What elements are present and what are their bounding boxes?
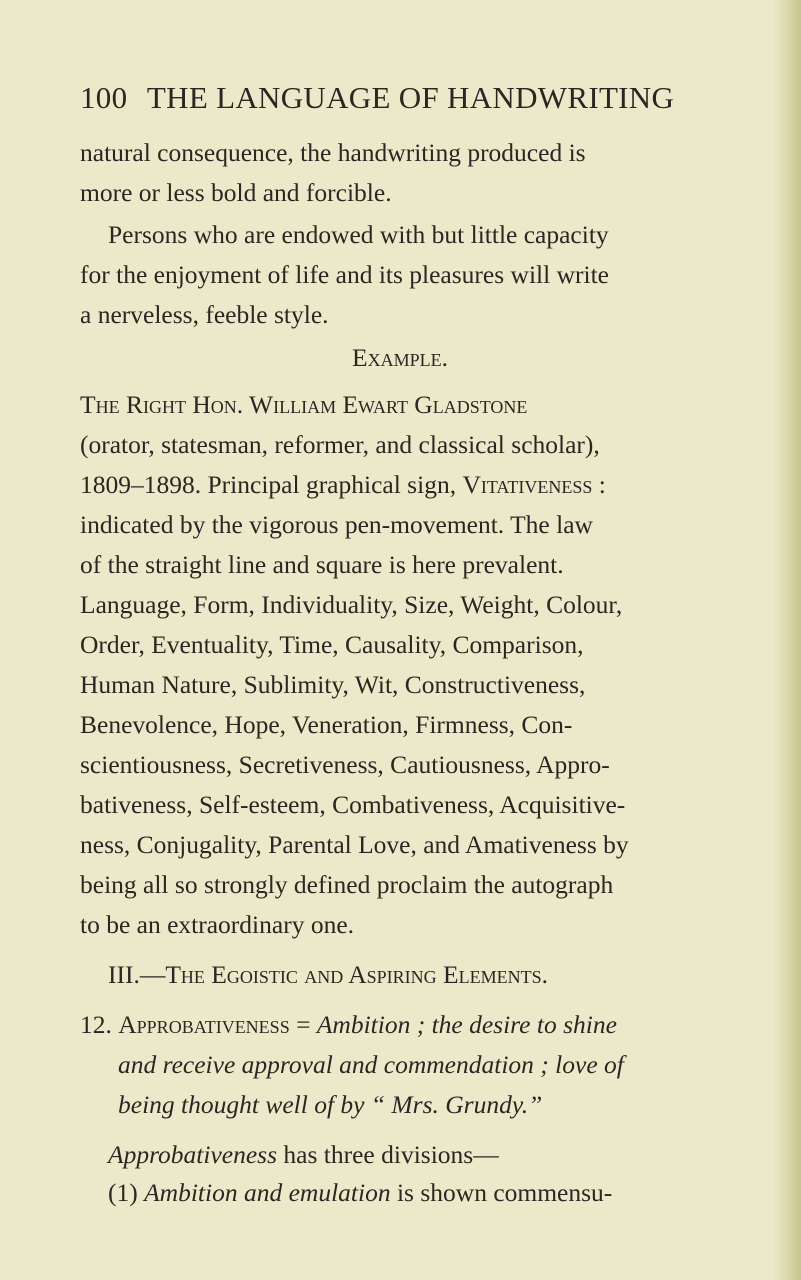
section-heading: III.—The Egoistic and Aspiring Elements. bbox=[108, 960, 548, 989]
text-line bbox=[108, 1180, 612, 1206]
text-line: Persons who are endowed with but little capacity bbox=[108, 220, 609, 249]
text-line: to be an extraordinary one. bbox=[80, 910, 355, 939]
text-line: indicated by the vigorous pen-movement. The law bbox=[80, 510, 593, 539]
item-definition-line: and receive approval and commendation ; love of bbox=[118, 1050, 624, 1079]
text-line: natural consequence, the handwriting produced is bbox=[80, 138, 586, 167]
example-subject-line: The Right Hon. William Ewart Gladstone bbox=[80, 390, 528, 419]
italic-term: Approbativeness bbox=[108, 1140, 278, 1169]
item-term: Approbativeness bbox=[118, 1010, 290, 1039]
item-definition-line: being thought well of by “ Mrs. Grundy.” bbox=[118, 1090, 543, 1119]
equals-sign: = bbox=[289, 1010, 317, 1039]
text-span: has three divisions— bbox=[277, 1140, 499, 1169]
text-line: more or less bold and forcible. bbox=[80, 178, 392, 207]
text-line: Human Nature, Sublimity, Wit, Constructiveness, bbox=[80, 670, 586, 699]
list-number: (1) bbox=[108, 1178, 145, 1207]
item-definition: Ambition ; the desire to shine bbox=[316, 1010, 617, 1039]
text-line: Benevolence, Hope, Veneration, Firmness, Con- bbox=[80, 710, 573, 739]
text-line: Language, Form, Individuality, Size, Weight, Colour, bbox=[80, 590, 623, 619]
item-12-line bbox=[80, 1012, 617, 1038]
running-title: THE LANGUAGE OF HANDWRITING bbox=[146, 80, 675, 115]
text-line: for the enjoyment of life and its pleasures will write bbox=[80, 260, 609, 289]
text-line: of the straight line and square is here prevalent. bbox=[80, 550, 564, 579]
item-number: 12. bbox=[80, 1010, 112, 1039]
text-span: 1809–1898. Principal graphical sign, bbox=[80, 470, 463, 499]
text-line: scientiousness, Secretiveness, Cautiousness, Appro- bbox=[80, 750, 610, 779]
text-line: being all so strongly defined proclaim the autograph bbox=[80, 870, 614, 899]
text-line bbox=[80, 472, 606, 498]
text-span: is shown commensu- bbox=[390, 1178, 613, 1207]
faculty-term: Vitativeness bbox=[462, 470, 593, 499]
italic-term: Ambition and emulation bbox=[144, 1178, 391, 1207]
running-header bbox=[80, 80, 720, 116]
text-line bbox=[108, 1142, 499, 1168]
text-line: Order, Eventuality, Time, Causality, Comparison, bbox=[80, 630, 584, 659]
text-line: (orator, statesman, reformer, and classical scholar), bbox=[80, 430, 600, 459]
text-line: a nerveless, feeble style. bbox=[80, 300, 329, 329]
text-line: bativeness, Self-esteem, Combativeness, Acquisitive- bbox=[80, 790, 626, 819]
text-line: ness, Conjugality, Parental Love, and Amativeness by bbox=[80, 830, 629, 859]
example-heading: Example. bbox=[352, 343, 448, 372]
page-number: 100 bbox=[80, 80, 128, 115]
text-span: : bbox=[592, 470, 606, 499]
